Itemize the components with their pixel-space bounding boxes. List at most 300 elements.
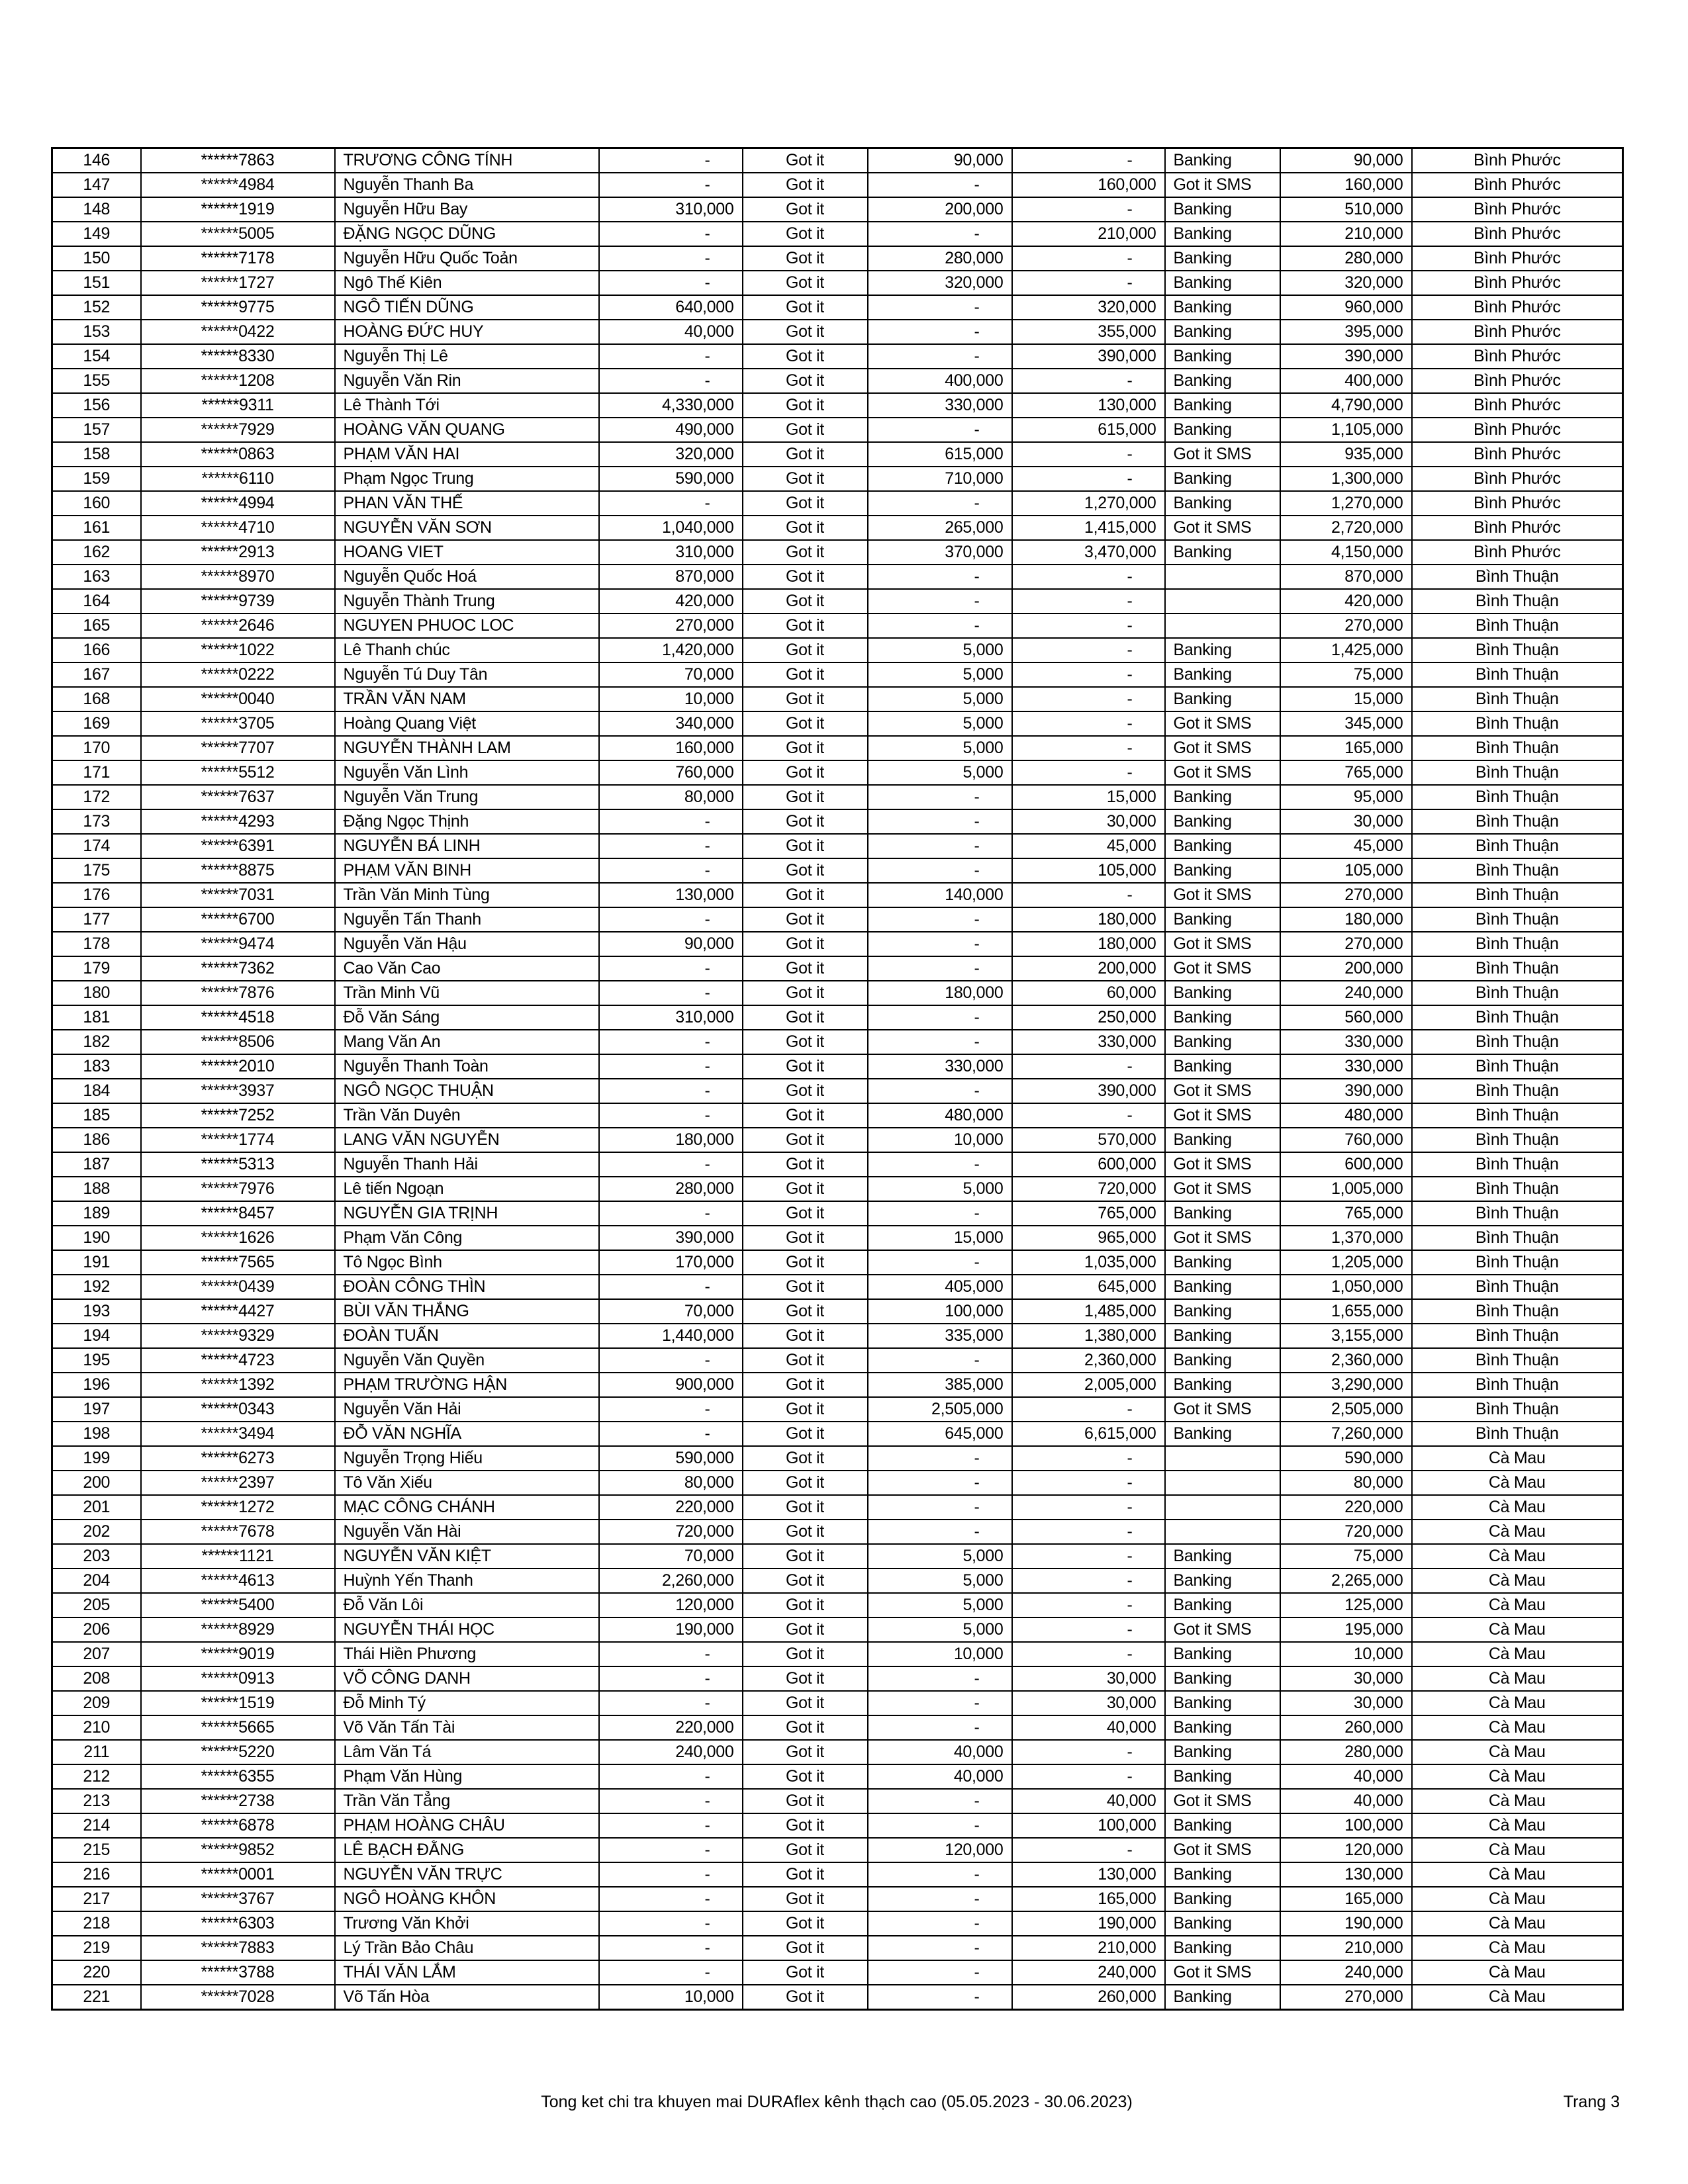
cell-amount-2: -: [868, 858, 1012, 883]
cell-phone-masked: ******7707: [141, 736, 335, 760]
cell-amount-3: 600,000: [1012, 1152, 1165, 1177]
cell-amount-3: -: [1012, 687, 1165, 711]
cell-amount-1: -: [599, 809, 743, 834]
cell-phone-masked: ******9311: [141, 393, 335, 418]
cell-row-number: 180: [52, 981, 141, 1005]
cell-province: Bình Phước: [1412, 516, 1623, 540]
cell-amount-1: 80,000: [599, 785, 743, 809]
cell-amount-1: 1,040,000: [599, 516, 743, 540]
cell-amount-1: 640,000: [599, 295, 743, 320]
cell-status: Got it: [743, 1887, 868, 1911]
cell-row-number: 211: [52, 1740, 141, 1764]
cell-amount-2: 385,000: [868, 1373, 1012, 1397]
cell-province: Bình Thuận: [1412, 1152, 1623, 1177]
cell-status: Got it: [743, 981, 868, 1005]
cell-amount-3: -: [1012, 1397, 1165, 1422]
cell-amount-2: -: [868, 295, 1012, 320]
cell-amount-3: -: [1012, 1593, 1165, 1617]
cell-total: 130,000: [1280, 1862, 1412, 1887]
cell-phone-masked: ******1272: [141, 1495, 335, 1520]
cell-amount-2: -: [868, 834, 1012, 858]
cell-amount-1: 310,000: [599, 540, 743, 565]
cell-province: Bình Thuận: [1412, 858, 1623, 883]
cell-payment-channel: Banking: [1165, 197, 1280, 222]
cell-payment-channel: Got it SMS: [1165, 442, 1280, 467]
cell-status: Got it: [743, 1740, 868, 1764]
cell-row-number: 209: [52, 1691, 141, 1715]
cell-total: 420,000: [1280, 589, 1412, 614]
cell-customer-name: Lý Trần Bảo Châu: [335, 1936, 599, 1960]
cell-phone-masked: ******6391: [141, 834, 335, 858]
cell-amount-1: -: [599, 1397, 743, 1422]
cell-total: 80,000: [1280, 1471, 1412, 1495]
cell-amount-3: -: [1012, 1103, 1165, 1128]
cell-row-number: 182: [52, 1030, 141, 1054]
cell-amount-1: -: [599, 1887, 743, 1911]
cell-amount-1: -: [599, 1691, 743, 1715]
cell-payment-channel: Banking: [1165, 1936, 1280, 1960]
cell-amount-3: 2,360,000: [1012, 1348, 1165, 1373]
table-row: [52, 1862, 1623, 1887]
cell-customer-name: TRẦN VĂN NAM: [335, 687, 599, 711]
cell-amount-3: 40,000: [1012, 1789, 1165, 1813]
cell-amount-3: 60,000: [1012, 981, 1165, 1005]
cell-row-number: 172: [52, 785, 141, 809]
cell-payment-channel: Banking: [1165, 1030, 1280, 1054]
cell-customer-name: Võ Văn Tấn Tài: [335, 1715, 599, 1740]
cell-amount-3: 765,000: [1012, 1201, 1165, 1226]
cell-customer-name: Nguyễn Văn Hậu: [335, 932, 599, 956]
cell-row-number: 160: [52, 491, 141, 516]
cell-status: Got it: [743, 614, 868, 638]
cell-amount-2: 615,000: [868, 442, 1012, 467]
cell-payment-channel: Banking: [1165, 1813, 1280, 1838]
cell-row-number: 216: [52, 1862, 141, 1887]
cell-amount-3: -: [1012, 760, 1165, 785]
cell-row-number: 201: [52, 1495, 141, 1520]
cell-phone-masked: ******2913: [141, 540, 335, 565]
cell-customer-name: Ngô Thế Kiên: [335, 271, 599, 295]
cell-total: 95,000: [1280, 785, 1412, 809]
cell-total: 100,000: [1280, 1813, 1412, 1838]
cell-customer-name: MẠC CÔNG CHÁNH: [335, 1495, 599, 1520]
cell-amount-3: 190,000: [1012, 1911, 1165, 1936]
cell-total: 195,000: [1280, 1617, 1412, 1642]
cell-payment-channel: Banking: [1165, 809, 1280, 834]
cell-amount-3: -: [1012, 1054, 1165, 1079]
cell-total: 1,425,000: [1280, 638, 1412, 662]
cell-customer-name: Nguyễn Văn Hải: [335, 1397, 599, 1422]
cell-amount-2: 5,000: [868, 1593, 1012, 1617]
cell-row-number: 210: [52, 1715, 141, 1740]
cell-row-number: 208: [52, 1666, 141, 1691]
cell-row-number: 161: [52, 516, 141, 540]
cell-amount-1: 180,000: [599, 1128, 743, 1152]
cell-customer-name: Đặng Ngọc Thịnh: [335, 809, 599, 834]
cell-total: 960,000: [1280, 295, 1412, 320]
cell-payment-channel: Banking: [1165, 1544, 1280, 1569]
cell-phone-masked: ******2010: [141, 1054, 335, 1079]
cell-province: Bình Phước: [1412, 295, 1623, 320]
cell-total: 2,265,000: [1280, 1569, 1412, 1593]
cell-amount-1: 70,000: [599, 1299, 743, 1324]
cell-amount-2: 15,000: [868, 1226, 1012, 1250]
cell-customer-name: Nguyễn Văn Trung: [335, 785, 599, 809]
cell-phone-masked: ******1727: [141, 271, 335, 295]
cell-amount-1: 40,000: [599, 320, 743, 344]
cell-province: Bình Phước: [1412, 148, 1623, 173]
table-row: [52, 1005, 1623, 1030]
cell-customer-name: Nguyễn Văn Rin: [335, 369, 599, 393]
cell-province: Cà Mau: [1412, 1936, 1623, 1960]
cell-total: 1,050,000: [1280, 1275, 1412, 1299]
table-row: [52, 1054, 1623, 1079]
cell-status: Got it: [743, 956, 868, 981]
page-footer: [51, 2093, 1622, 2119]
cell-row-number: 167: [52, 662, 141, 687]
cell-row-number: 215: [52, 1838, 141, 1862]
table-row: [52, 295, 1623, 320]
cell-amount-1: 4,330,000: [599, 393, 743, 418]
cell-amount-1: 70,000: [599, 662, 743, 687]
cell-amount-2: -: [868, 956, 1012, 981]
cell-payment-channel: Got it SMS: [1165, 173, 1280, 197]
cell-amount-3: 30,000: [1012, 809, 1165, 834]
cell-amount-2: 5,000: [868, 760, 1012, 785]
cell-total: 4,150,000: [1280, 540, 1412, 565]
cell-status: Got it: [743, 1128, 868, 1152]
cell-province: Bình Thuận: [1412, 907, 1623, 932]
cell-amount-3: -: [1012, 662, 1165, 687]
cell-total: 3,290,000: [1280, 1373, 1412, 1397]
cell-customer-name: Nguyễn Văn Quyền: [335, 1348, 599, 1373]
cell-amount-1: 390,000: [599, 1226, 743, 1250]
cell-province: Cà Mau: [1412, 1569, 1623, 1593]
cell-status: Got it: [743, 1985, 868, 2010]
cell-customer-name: Nguyễn Hữu Bay: [335, 197, 599, 222]
cell-total: 345,000: [1280, 711, 1412, 736]
cell-amount-2: -: [868, 907, 1012, 932]
cell-amount-3: 1,485,000: [1012, 1299, 1165, 1324]
cell-total: 1,005,000: [1280, 1177, 1412, 1201]
cell-status: Got it: [743, 907, 868, 932]
cell-payment-channel: [1165, 1520, 1280, 1544]
cell-phone-masked: ******1208: [141, 369, 335, 393]
cell-amount-2: -: [868, 1250, 1012, 1275]
cell-amount-2: 405,000: [868, 1275, 1012, 1299]
cell-phone-masked: ******2646: [141, 614, 335, 638]
cell-payment-channel: Banking: [1165, 1911, 1280, 1936]
cell-customer-name: Hoàng Quang Việt: [335, 711, 599, 736]
cell-status: Got it: [743, 1764, 868, 1789]
cell-customer-name: ĐẶNG NGỌC DŨNG: [335, 222, 599, 246]
cell-status: Got it: [743, 858, 868, 883]
cell-province: Bình Thuận: [1412, 589, 1623, 614]
cell-amount-3: -: [1012, 467, 1165, 491]
cell-province: Bình Thuận: [1412, 956, 1623, 981]
cell-province: Bình Phước: [1412, 418, 1623, 442]
cell-phone-masked: ******6355: [141, 1764, 335, 1789]
table-row: [52, 516, 1623, 540]
cell-province: Cà Mau: [1412, 1471, 1623, 1495]
table-row: [52, 1201, 1623, 1226]
cell-payment-channel: Banking: [1165, 1201, 1280, 1226]
cell-province: Bình Phước: [1412, 540, 1623, 565]
cell-amount-1: -: [599, 1862, 743, 1887]
cell-amount-2: 5,000: [868, 1617, 1012, 1642]
cell-amount-3: -: [1012, 1446, 1165, 1471]
table-row: [52, 1740, 1623, 1764]
cell-payment-channel: Banking: [1165, 1128, 1280, 1152]
cell-phone-masked: ******1022: [141, 638, 335, 662]
cell-province: Bình Thuận: [1412, 1397, 1623, 1422]
cell-status: Got it: [743, 1079, 868, 1103]
cell-phone-masked: ******5512: [141, 760, 335, 785]
cell-total: 400,000: [1280, 369, 1412, 393]
cell-customer-name: PHẠM HOÀNG CHÂU: [335, 1813, 599, 1838]
cell-amount-1: 280,000: [599, 1177, 743, 1201]
cell-amount-1: -: [599, 271, 743, 295]
cell-amount-2: -: [868, 589, 1012, 614]
cell-customer-name: Trần Văn Tẳng: [335, 1789, 599, 1813]
cell-amount-3: -: [1012, 638, 1165, 662]
cell-payment-channel: Got it SMS: [1165, 1177, 1280, 1201]
table-row: [52, 1152, 1623, 1177]
cell-row-number: 184: [52, 1079, 141, 1103]
cell-status: Got it: [743, 222, 868, 246]
cell-status: Got it: [743, 491, 868, 516]
cell-phone-masked: ******3705: [141, 711, 335, 736]
cell-payment-channel: Banking: [1165, 1054, 1280, 1079]
cell-payment-channel: [1165, 614, 1280, 638]
cell-payment-channel: Banking: [1165, 1764, 1280, 1789]
cell-total: 270,000: [1280, 932, 1412, 956]
cell-status: Got it: [743, 736, 868, 760]
table-row: [52, 1789, 1623, 1813]
cell-payment-channel: Banking: [1165, 491, 1280, 516]
cell-status: Got it: [743, 809, 868, 834]
cell-amount-1: -: [599, 222, 743, 246]
cell-customer-name: NGÔ HOÀNG KHÔN: [335, 1887, 599, 1911]
cell-phone-masked: ******1774: [141, 1128, 335, 1152]
cell-payment-channel: Banking: [1165, 1422, 1280, 1446]
table-row: [52, 565, 1623, 589]
cell-amount-1: -: [599, 1789, 743, 1813]
table-row: [52, 467, 1623, 491]
cell-province: Cà Mau: [1412, 1593, 1623, 1617]
cell-row-number: 192: [52, 1275, 141, 1299]
cell-province: Bình Thuận: [1412, 662, 1623, 687]
cell-row-number: 162: [52, 540, 141, 565]
table-row: [52, 393, 1623, 418]
cell-status: Got it: [743, 1862, 868, 1887]
cell-payment-channel: Banking: [1165, 1250, 1280, 1275]
cell-status: Got it: [743, 687, 868, 711]
cell-province: Cà Mau: [1412, 1764, 1623, 1789]
table-row: [52, 785, 1623, 809]
cell-row-number: 217: [52, 1887, 141, 1911]
cell-amount-2: 330,000: [868, 1054, 1012, 1079]
cell-amount-2: 280,000: [868, 246, 1012, 271]
cell-payment-channel: Banking: [1165, 1593, 1280, 1617]
cell-amount-2: 5,000: [868, 687, 1012, 711]
cell-amount-1: 220,000: [599, 1495, 743, 1520]
cell-amount-3: 720,000: [1012, 1177, 1165, 1201]
table-row: [52, 907, 1623, 932]
cell-row-number: 174: [52, 834, 141, 858]
cell-total: 105,000: [1280, 858, 1412, 883]
cell-customer-name: HOÀNG VĂN QUANG: [335, 418, 599, 442]
table-row: [52, 1030, 1623, 1054]
cell-status: Got it: [743, 589, 868, 614]
payout-table: [51, 147, 1624, 2011]
cell-customer-name: THÁI VĂN LẮM: [335, 1960, 599, 1985]
cell-province: Cà Mau: [1412, 1813, 1623, 1838]
cell-amount-2: 5,000: [868, 662, 1012, 687]
cell-amount-1: -: [599, 1054, 743, 1079]
cell-amount-2: -: [868, 614, 1012, 638]
cell-province: Cà Mau: [1412, 1838, 1623, 1862]
cell-province: Cà Mau: [1412, 1520, 1623, 1544]
cell-customer-name: Nguyễn Trọng Hiếu: [335, 1446, 599, 1471]
cell-payment-channel: Banking: [1165, 344, 1280, 369]
cell-status: Got it: [743, 1471, 868, 1495]
cell-row-number: 151: [52, 271, 141, 295]
cell-amount-2: 180,000: [868, 981, 1012, 1005]
cell-status: Got it: [743, 785, 868, 809]
cell-payment-channel: [1165, 1495, 1280, 1520]
cell-amount-2: 90,000: [868, 148, 1012, 173]
table-row: [52, 883, 1623, 907]
cell-amount-1: 310,000: [599, 1005, 743, 1030]
cell-phone-masked: ******7031: [141, 883, 335, 907]
cell-amount-1: -: [599, 1422, 743, 1446]
cell-payment-channel: Banking: [1165, 834, 1280, 858]
cell-amount-1: -: [599, 1152, 743, 1177]
cell-row-number: 171: [52, 760, 141, 785]
cell-row-number: 152: [52, 295, 141, 320]
cell-phone-masked: ******0001: [141, 1862, 335, 1887]
cell-amount-2: -: [868, 1030, 1012, 1054]
cell-status: Got it: [743, 1324, 868, 1348]
cell-amount-2: -: [868, 1471, 1012, 1495]
cell-amount-2: -: [868, 1348, 1012, 1373]
cell-amount-2: -: [868, 1152, 1012, 1177]
cell-customer-name: Nguyễn Văn Lình: [335, 760, 599, 785]
cell-status: Got it: [743, 1838, 868, 1862]
cell-payment-channel: Banking: [1165, 981, 1280, 1005]
table-row: [52, 1422, 1623, 1446]
cell-amount-3: 240,000: [1012, 1960, 1165, 1985]
cell-province: Bình Phước: [1412, 344, 1623, 369]
cell-amount-1: -: [599, 246, 743, 271]
cell-phone-masked: ******8970: [141, 565, 335, 589]
cell-amount-3: -: [1012, 1520, 1165, 1544]
footer-summary: Tong ket chi tra khuyen mai DURAflex kênh thạch cao (05.05.2023 - 30.06.2023): [541, 2093, 1133, 2111]
cell-status: Got it: [743, 1103, 868, 1128]
cell-province: Bình Thuận: [1412, 638, 1623, 662]
cell-phone-masked: ******6273: [141, 1446, 335, 1471]
cell-row-number: 219: [52, 1936, 141, 1960]
cell-province: Bình Thuận: [1412, 1079, 1623, 1103]
table-row: [52, 1569, 1623, 1593]
cell-customer-name: Mang Văn An: [335, 1030, 599, 1054]
cell-payment-channel: Got it SMS: [1165, 711, 1280, 736]
cell-row-number: 207: [52, 1642, 141, 1666]
cell-province: Bình Thuận: [1412, 785, 1623, 809]
cell-province: Cà Mau: [1412, 1789, 1623, 1813]
cell-amount-2: -: [868, 344, 1012, 369]
cell-province: Bình Thuận: [1412, 1054, 1623, 1079]
cell-total: 120,000: [1280, 1838, 1412, 1862]
cell-status: Got it: [743, 1911, 868, 1936]
cell-customer-name: Cao Văn Cao: [335, 956, 599, 981]
table-row: [52, 1226, 1623, 1250]
cell-row-number: 203: [52, 1544, 141, 1569]
cell-province: Bình Thuận: [1412, 736, 1623, 760]
cell-amount-1: -: [599, 1079, 743, 1103]
cell-phone-masked: ******4613: [141, 1569, 335, 1593]
cell-phone-masked: ******4427: [141, 1299, 335, 1324]
cell-customer-name: Nguyễn Hữu Quốc Toản: [335, 246, 599, 271]
cell-payment-channel: Banking: [1165, 1324, 1280, 1348]
table-row: [52, 491, 1623, 516]
cell-total: 30,000: [1280, 1691, 1412, 1715]
cell-customer-name: NGUYEN PHUOC LOC: [335, 614, 599, 638]
cell-customer-name: Lâm Văn Tá: [335, 1740, 599, 1764]
cell-total: 270,000: [1280, 614, 1412, 638]
cell-amount-3: 355,000: [1012, 320, 1165, 344]
cell-row-number: 157: [52, 418, 141, 442]
cell-payment-channel: Got it SMS: [1165, 1617, 1280, 1642]
cell-customer-name: Trần Văn Duyên: [335, 1103, 599, 1128]
cell-row-number: 159: [52, 467, 141, 491]
cell-amount-3: 210,000: [1012, 222, 1165, 246]
cell-phone-masked: ******5313: [141, 1152, 335, 1177]
cell-total: 765,000: [1280, 760, 1412, 785]
cell-customer-name: Trương Văn Khởi: [335, 1911, 599, 1936]
cell-amount-1: 2,260,000: [599, 1569, 743, 1593]
cell-total: 2,720,000: [1280, 516, 1412, 540]
table-row: [52, 1544, 1623, 1569]
cell-province: Bình Thuận: [1412, 687, 1623, 711]
cell-payment-channel: Got it SMS: [1165, 1397, 1280, 1422]
cell-status: Got it: [743, 1642, 868, 1666]
table-row: [52, 1079, 1623, 1103]
table-row: [52, 1691, 1623, 1715]
cell-amount-2: -: [868, 1520, 1012, 1544]
cell-row-number: 177: [52, 907, 141, 932]
cell-row-number: 147: [52, 173, 141, 197]
cell-total: 870,000: [1280, 565, 1412, 589]
cell-amount-1: 80,000: [599, 1471, 743, 1495]
cell-amount-1: 120,000: [599, 1593, 743, 1617]
cell-phone-masked: ******4984: [141, 173, 335, 197]
cell-amount-2: 5,000: [868, 638, 1012, 662]
cell-amount-3: 130,000: [1012, 393, 1165, 418]
cell-phone-masked: ******1519: [141, 1691, 335, 1715]
cell-phone-masked: ******9775: [141, 295, 335, 320]
cell-phone-masked: ******5400: [141, 1593, 335, 1617]
cell-phone-masked: ******7362: [141, 956, 335, 981]
cell-province: Bình Thuận: [1412, 1250, 1623, 1275]
cell-row-number: 163: [52, 565, 141, 589]
cell-row-number: 181: [52, 1005, 141, 1030]
table-row: [52, 1250, 1623, 1275]
cell-row-number: 176: [52, 883, 141, 907]
cell-total: 590,000: [1280, 1446, 1412, 1471]
cell-amount-3: 390,000: [1012, 344, 1165, 369]
